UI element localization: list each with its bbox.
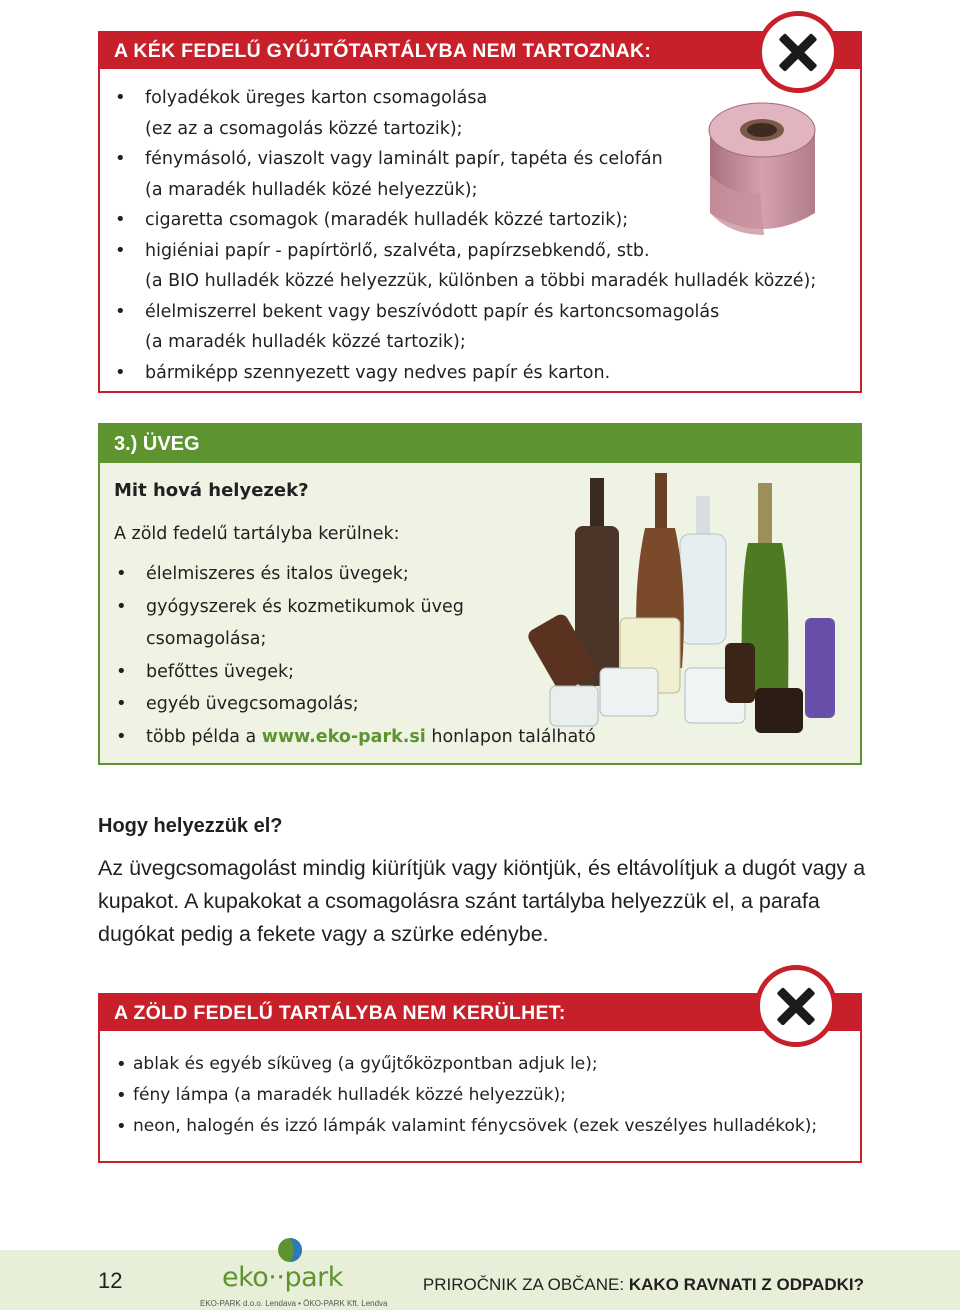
footer-title	[423, 1275, 864, 1295]
footer-title-prefix: PRIROČNIK ZA OBČANE:	[422, 1275, 629, 1294]
item-text: honlapon található	[425, 726, 596, 747]
how-paragraph: Az üvegcsomagolást mindig kiürítjük vagy kiöntjük, és eltávolítjuk a dugót vagy a kupakot. A kupakokat a csomagolásra szánt tartályba helyezzük el, a parafa dugókat pedig a fekete vagy a szürke edénybe.	[98, 856, 866, 946]
prohibited-x-icon	[755, 965, 837, 1047]
box-heading: A KÉK FEDELŰ GYŰJTŐTARTÁLYBA NEM TARTOZNAK:	[100, 33, 860, 69]
box-heading: A ZÖLD FEDELŰ TARTÁLYBA NEM KERÜLHET:	[100, 995, 860, 1031]
glass-bottles-image	[520, 468, 845, 748]
logo-subtitle: EKO-PARK d.o.o. Lendava • ÖKO-PARK Kft. Lendva	[200, 1299, 388, 1308]
question-label: Mit hová helyezek?	[114, 480, 309, 501]
eko-park-link[interactable]: www.eko-park.si	[261, 726, 426, 747]
list-item: csomagolása;	[146, 629, 267, 649]
not-allowed-glass-list	[133, 1049, 853, 1142]
how-title: Hogy helyezzük el?	[98, 815, 283, 837]
list-item: • befőttes üvegek;	[146, 656, 606, 689]
not-allowed-green-box	[98, 993, 862, 1163]
list-item: • folyadékok üreges karton csomagolása	[145, 83, 860, 114]
list-item: • gyógyszerek és kozmetikumok üveg	[146, 591, 606, 624]
section-heading: 3.) ÜVEG	[100, 425, 860, 463]
list-item: (a BIO hulladék közzé helyezzük, különben a többi maradék hulladék közzé);	[145, 271, 817, 291]
list-item: (ez az a csomagolás közzé tartozik);	[145, 118, 463, 139]
page-number: 12	[98, 1268, 123, 1293]
list-item: • fénymásoló, viaszolt vagy laminált papír, tapéta és celofán	[145, 144, 860, 175]
list-item: • fény lámpa (a maradék hulladék közzé helyezzük);	[133, 1080, 853, 1111]
list-item: • higiéniai papír - papírtörlő, szalvéta, papírzsebkendő, stb.	[145, 236, 860, 267]
list-item: • ablak és egyéb síküveg (a gyűjtőközpontban adjuk le);	[133, 1049, 853, 1080]
toilet-roll-image	[700, 95, 825, 245]
intro-text: A zöld fedelű tartályba kerülnek:	[114, 524, 400, 544]
logo-text: eko··park	[222, 1262, 343, 1293]
list-item: • neon, halogén és izzó lámpák valamint fénycsövek (ezek veszélyes hulladékok);	[133, 1111, 853, 1142]
list-item: • bármiképp szennyezett vagy nedves papír és karton.	[145, 358, 860, 389]
list-item: • élelmiszerrel bekent vagy beszívódott papír és kartoncsomagolás	[145, 297, 860, 328]
list-item: • cigaretta csomagok (maradék hulladék közzé tartozik);	[145, 205, 860, 236]
list-item: • egyéb üvegcsomagolás;	[146, 688, 606, 721]
list-item: • élelmiszeres és italos üvegek;	[146, 558, 606, 591]
footer-title-bold: KAKO RAVNATI Z ODPADKI?	[628, 1275, 864, 1294]
prohibited-x-icon	[757, 11, 839, 93]
list-item: (a maradék hulladék közé helyezzük);	[145, 179, 478, 200]
list-item: (a maradék hulladék közzé tartozik);	[145, 332, 466, 352]
item-text: több példa a	[146, 726, 262, 747]
